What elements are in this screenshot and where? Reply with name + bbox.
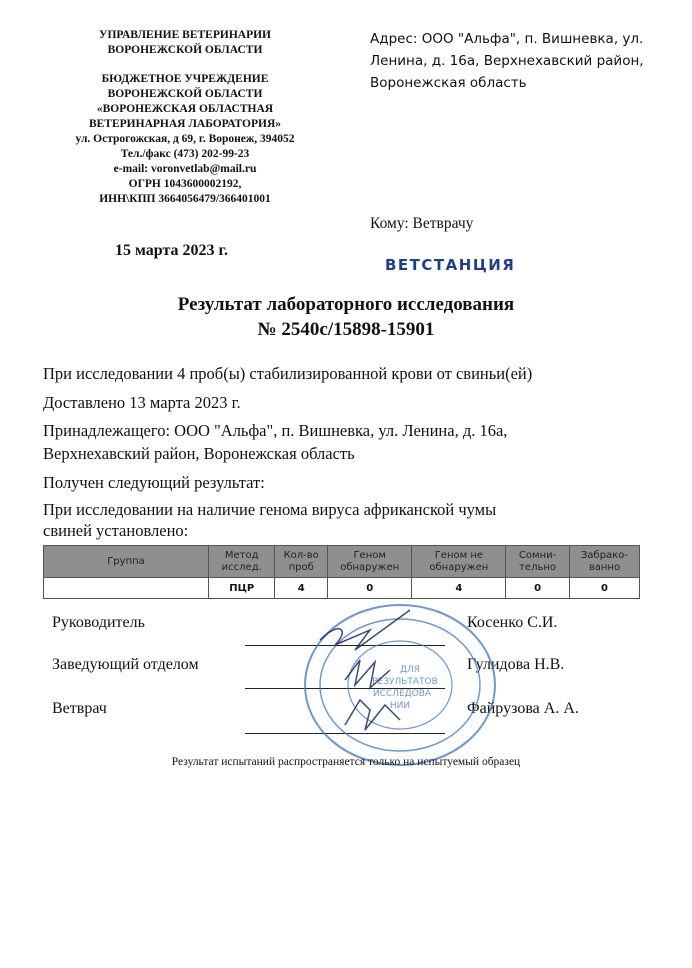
- results-table: [43, 545, 640, 599]
- org-line: e-mail: voronvetlab@mail.ru: [113, 163, 257, 175]
- org-line: ИНН\КПП 3664056479/366401001: [99, 193, 271, 205]
- org-line: ул. Острогожская, д 69, г. Воронеж, 394052: [75, 133, 295, 145]
- document-number: № 2540с/15898-15901: [257, 319, 435, 340]
- body-line: Получен следующий результат:: [43, 473, 265, 492]
- cell: 0: [327, 578, 412, 599]
- official-stamp-seal: [300, 600, 500, 770]
- svg-text:НИИ: НИИ: [389, 701, 411, 711]
- org-line: ВЕТЕРИНАРНАЯ ЛАБОРАТОРИЯ»: [88, 118, 282, 130]
- cell: 4: [275, 578, 327, 599]
- signature-role: Заведующий отделом: [52, 656, 199, 673]
- table-row: [44, 578, 640, 599]
- org-line: ВОРОНЕЖСКОЙ ОБЛАСТИ: [107, 88, 263, 100]
- signature-name: Косенко С.И.: [467, 614, 558, 631]
- cell: [44, 578, 209, 599]
- cell: 0: [569, 578, 639, 599]
- svg-text:ИССЛЕДОВА: ИССЛЕДОВА: [372, 689, 432, 699]
- header-cell: Группа: [44, 546, 209, 578]
- org-line: ОГРН 1043600002192,: [128, 178, 242, 190]
- header-cell: Забрако-ванно: [569, 546, 639, 578]
- body-line: При исследовании на наличие генома вируса африканской чумы: [43, 500, 497, 519]
- cell: 0: [506, 578, 570, 599]
- header-cell: Сомни-тельно: [506, 546, 570, 578]
- svg-text:ДЛЯ: ДЛЯ: [399, 665, 421, 675]
- body-line: Верхнехавский район, Воронежская область: [43, 444, 355, 463]
- signature-role: Ветврач: [52, 700, 107, 717]
- org-line: Тел./факс (473) 202-99-23: [120, 148, 250, 160]
- cell: 4: [412, 578, 506, 599]
- recipient: Кому: Ветврачу: [370, 215, 474, 232]
- body-line: При исследовании 4 проб(ы) стабилизированной крови от свиньи(ей): [43, 364, 533, 383]
- org-line: «ВОРОНЕЖСКАЯ ОБЛАСТНАЯ: [96, 103, 274, 115]
- org-line: БЮДЖЕТНОЕ УЧРЕЖДЕНИЕ: [101, 73, 269, 85]
- table-header-row: [44, 546, 640, 578]
- recipient-address: Адрес: ООО "Альфа", п. Вишневка, ул. Ленина, д. 16а, Верхнехавский район, Воронежская область: [370, 31, 644, 91]
- signature-role: Руководитель: [52, 614, 145, 631]
- signature-name: Файрузова А. А.: [467, 700, 579, 717]
- header-cell: Геном не обнаружен: [412, 546, 506, 578]
- org-line: ВОРОНЕЖСКОЙ ОБЛАСТИ: [107, 44, 263, 56]
- body-line: свиней установлено:: [43, 521, 189, 540]
- document-title: [0, 292, 692, 342]
- header-cell: Кол-во проб: [275, 546, 327, 578]
- station-stamp: ВЕТСТАНЦИЯ: [385, 256, 516, 274]
- org-line: УПРАВЛЕНИЕ ВЕТЕРИНАРИИ: [99, 29, 271, 41]
- header-cell: Метод исслед.: [209, 546, 275, 578]
- body-line: Доставлено 13 марта 2023 г.: [43, 393, 241, 412]
- document-date: 15 марта 2023 г.: [115, 242, 228, 259]
- title-line: Результат лабораторного исследования: [177, 294, 515, 315]
- body-line: Принадлежащего: ООО "Альфа", п. Вишневка, ул. Ленина, д. 16а,: [43, 421, 508, 440]
- header-cell: Геном обнаружен: [327, 546, 412, 578]
- svg-text:РЕЗУЛЬТАТОВ: РЕЗУЛЬТАТОВ: [372, 677, 438, 687]
- footer-note: Результат испытаний распространяется только на испытуемый образец: [171, 756, 521, 768]
- signature-name: Гулидова Н.В.: [467, 656, 565, 673]
- cell: ПЦР: [209, 578, 275, 599]
- organization-header: [40, 28, 330, 207]
